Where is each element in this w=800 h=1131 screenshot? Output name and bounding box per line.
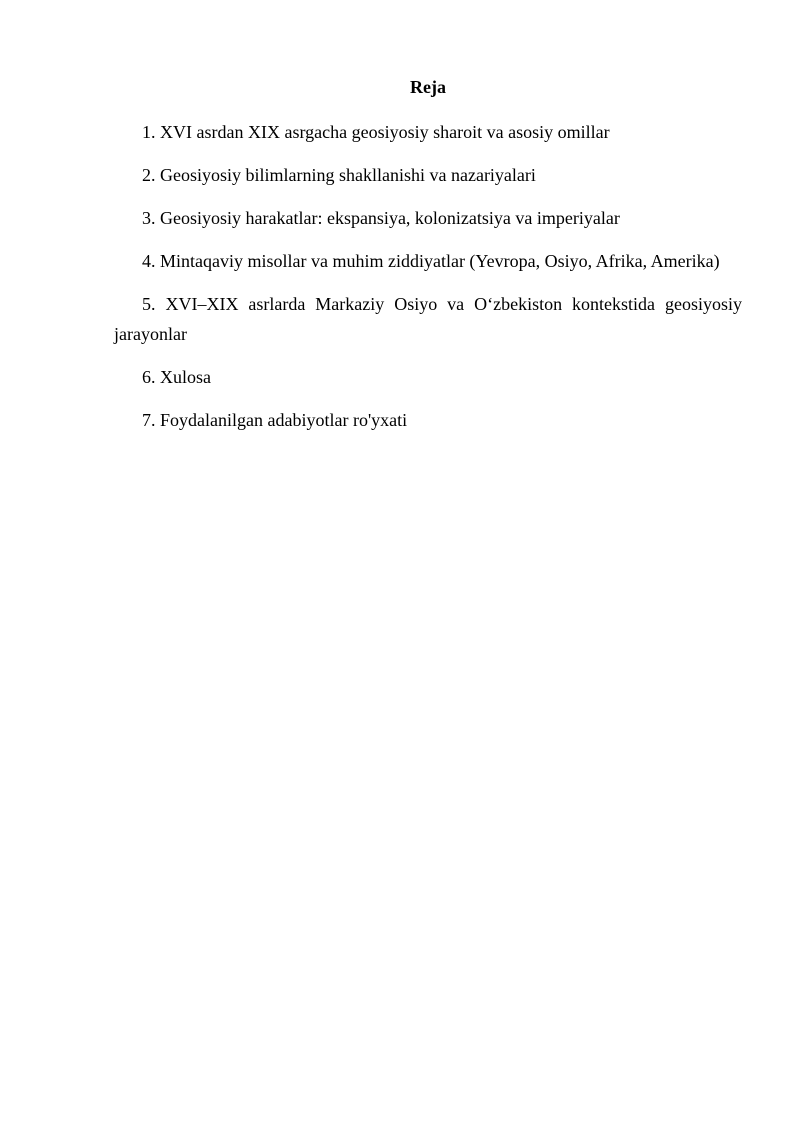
document-page: [114, 74, 742, 448]
plan-item-1: 1. XVI asrdan XIX asrgacha geosiyosiy sharoit va asosiy omillar: [142, 122, 610, 142]
plan-item-5: 5. XVI–XIX asrlarda Markaziy Osiyo va O‘zbekiston kontekstida geosiyosiy jarayonlar: [114, 294, 742, 344]
document-title: Reja: [410, 77, 446, 97]
plan-item-3: 3. Geosiyosiy harakatlar: ekspansiya, kolonizatsiya va imperiyalar: [142, 208, 620, 228]
plan-item-7: 7. Foydalanilgan adabiyotlar ro'yxati: [142, 410, 408, 430]
plan-item-2: 2. Geosiyosiy bilimlarning shakllanishi va nazariyalari: [142, 165, 536, 185]
plan-item-4: 4. Mintaqaviy misollar va muhim ziddiyatlar (Yevropa, Osiyo, Afrika, Amerika): [142, 251, 720, 271]
plan-item-6: 6. Xulosa: [142, 367, 211, 387]
